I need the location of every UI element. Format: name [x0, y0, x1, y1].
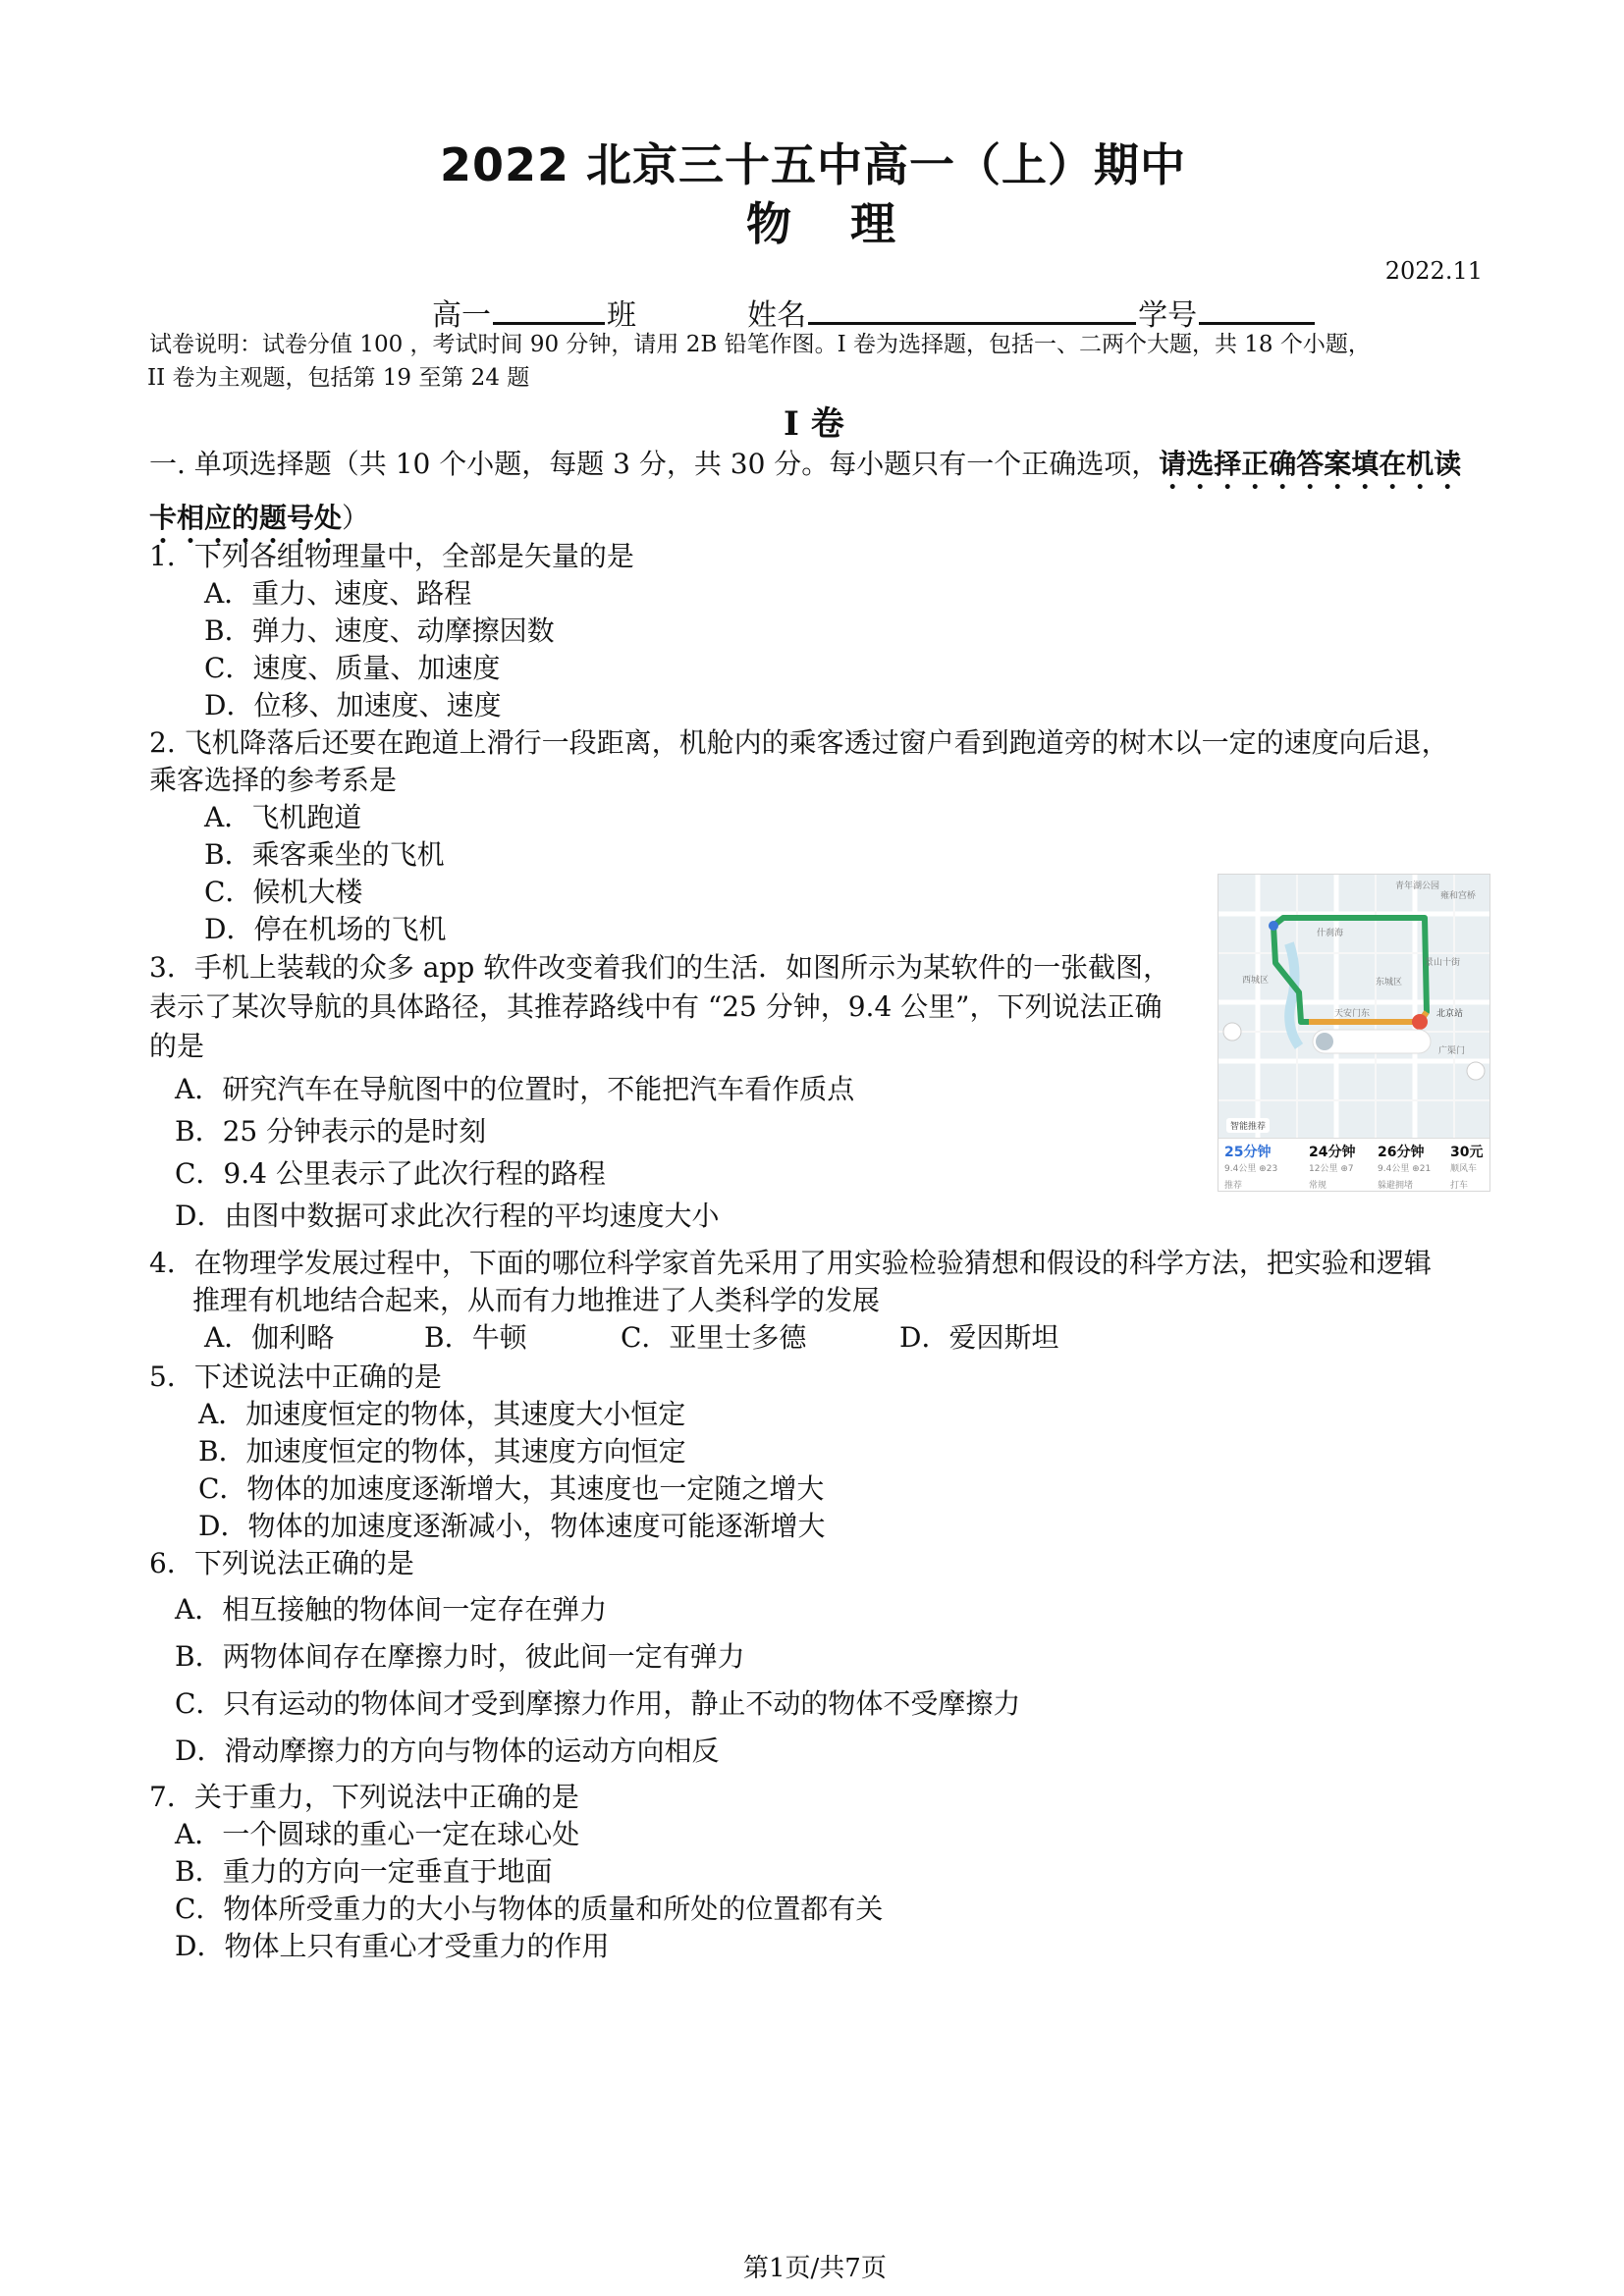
route-sub: 推荐 — [1224, 1181, 1243, 1191]
navigation-map-image — [1218, 874, 1490, 1192]
route-sub: 常规 — [1309, 1181, 1327, 1191]
option: A．伽利略 — [204, 1321, 335, 1354]
option: D．爱因斯坦 — [899, 1321, 1059, 1354]
name-blank[interactable] — [808, 296, 1136, 325]
smart-recommend-tag[interactable]: 智能推荐 — [1226, 1118, 1270, 1133]
option: A．飞机跑道 — [204, 801, 362, 833]
map-label: 天安门东 — [1334, 1009, 1371, 1019]
option: A．研究汽车在导航图中的位置时，不能把汽车看作质点 — [175, 1073, 855, 1105]
option-row — [149, 1319, 1432, 1357]
route-option[interactable] — [1378, 1145, 1431, 1192]
exam-date: 2022.11 — [1384, 257, 1483, 285]
section-heading — [149, 442, 1485, 550]
map-label: 广渠门 — [1438, 1046, 1466, 1056]
map-label: 北京站 — [1436, 1009, 1464, 1019]
option: D．由图中数据可求此次行程的平均速度大小 — [175, 1200, 720, 1232]
option: B．两物体间存在摩擦力时，彼此间一定有弹力 — [175, 1640, 745, 1673]
class-prefix-label: 高一 — [432, 298, 491, 333]
section-heading-emphasis: 请选择正确答案填在机读卡相应的题号处 — [149, 448, 1462, 534]
question-stem: 5．下述说法中正确的是 — [149, 1361, 442, 1393]
question-stem: 6．下列说法正确的是 — [149, 1547, 414, 1579]
option: C．亚里士多德 — [621, 1321, 807, 1354]
question-6 — [149, 1545, 1020, 1775]
map-label: 雍和宫桥 — [1440, 891, 1477, 901]
map-label: 什刹海 — [1317, 929, 1344, 938]
option: C．只有运动的物体间才受到摩擦力作用，静止不动的物体不受摩擦力 — [175, 1687, 1021, 1720]
option: B．加速度恒定的物体，其速度方向恒定 — [198, 1435, 686, 1468]
route-detail: 12公里 ⊕7 — [1309, 1164, 1354, 1174]
option: D．物体上只有重心才受重力的作用 — [175, 1930, 610, 1962]
question-stem: 2. 飞机降落后还要在跑道上滑行一段距离，机舱内的乘客透过窗户看到跑道旁的树木以一定的速度向后退， — [149, 726, 1449, 759]
section-heading-text: 一. 单项选择题（共 10 个小题，每题 3 分，共 30 分。每小题只有一个正确选项， — [149, 448, 1160, 480]
option: C．候机大楼 — [204, 876, 363, 908]
option: C．9.4 公里表示了此次行程的路程 — [175, 1157, 606, 1190]
option: C．速度、质量、加速度 — [204, 652, 501, 684]
question-stem: 7．关于重力，下列说法中正确的是 — [149, 1781, 579, 1813]
option: D．物体的加速度逐渐减小，物体速度可能逐渐增大 — [198, 1510, 826, 1542]
instructions-line: II 卷为主观题，包括第 19 至第 24 题 — [147, 365, 530, 391]
instructions-line: 试卷说明：试卷分值 100 ，考试时间 90 分钟，请用 2B 铅笔作图。I 卷为选择题，包括一、二两个大题，共 18 个小题， — [149, 332, 1371, 357]
option: D．停在机场的飞机 — [204, 913, 447, 945]
map-label: 西城区 — [1242, 976, 1270, 986]
student-id-label: 学号 — [1138, 298, 1198, 333]
option: B．牛顿 — [424, 1321, 527, 1354]
student-id-blank[interactable] — [1199, 296, 1315, 325]
route-detail: 9.4公里 ⊕21 — [1378, 1164, 1432, 1174]
option: A．重力、速度、路程 — [204, 577, 472, 610]
option: C．物体所受重力的大小与物体的质量和所处的位置都有关 — [175, 1893, 884, 1925]
route-detail: 9.4公里 ⊕23 — [1224, 1164, 1278, 1174]
route-option[interactable] — [1450, 1145, 1483, 1192]
subject-title — [717, 188, 925, 253]
question-3 — [149, 948, 1170, 1237]
map-label: 东城区 — [1376, 978, 1403, 988]
name-label: 姓名 — [747, 298, 807, 333]
route-time: 30元 — [1450, 1145, 1484, 1160]
question-stem: 4．在物理学发展过程中，下面的哪位科学家首先采用了用实验检验猜想和假设的科学方法，把实验和逻辑 — [149, 1247, 1432, 1279]
option: D．滑动摩擦力的方向与物体的运动方向相反 — [175, 1735, 720, 1767]
question-stem: 表示了某次导航的具体路径，其推荐路线中有 “25 分钟，9.4 公里”，下列说法正确 — [149, 990, 1163, 1023]
volume-title: I 卷 — [784, 404, 844, 444]
option: A．一个圆球的重心一定在球心处 — [175, 1818, 580, 1850]
option: B．25 分钟表示的是时刻 — [175, 1115, 487, 1148]
route-sub: 躲避拥堵 — [1378, 1181, 1414, 1191]
option: B．乘客乘坐的飞机 — [204, 838, 445, 871]
subject-char: 物 — [746, 197, 791, 250]
route-options — [1218, 1138, 1489, 1192]
route-detail: 顺风车 — [1450, 1164, 1478, 1174]
route-sub: 打车 — [1450, 1181, 1469, 1191]
route-option[interactable] — [1224, 1145, 1277, 1192]
question-7 — [149, 1779, 883, 1965]
option: C．物体的加速度逐渐增大，其速度也一定随之增大 — [198, 1472, 825, 1505]
exam-instructions — [149, 328, 1485, 395]
question-5 — [149, 1359, 825, 1545]
question-stem: 1．下列各组物理量中，全部是矢量的是 — [149, 540, 634, 572]
map-label: 青年湖公园 — [1395, 881, 1440, 891]
question-stem: 推理有机地结合起来，从而有力地推进了人类科学的发展 — [192, 1284, 881, 1316]
map-label: 景山十街 — [1425, 958, 1461, 968]
question-stem: 的是 — [149, 1030, 205, 1062]
route-time: 24分钟 — [1309, 1145, 1356, 1160]
class-suffix-label: 班 — [607, 298, 636, 333]
question-stem: 3．手机上装载的众多 app 软件改变着我们的生活．如图所示为某软件的一张截图， — [149, 951, 1171, 984]
route-option[interactable] — [1309, 1145, 1355, 1192]
option: B．弹力、速度、动摩擦因数 — [204, 614, 555, 647]
option: D．位移、加速度、速度 — [204, 689, 502, 721]
route-time: 25分钟 — [1224, 1145, 1272, 1160]
page-number: 第1页/共7页 — [743, 2254, 887, 2283]
route-time: 26分钟 — [1378, 1145, 1425, 1160]
option: A．加速度恒定的物体，其速度大小恒定 — [198, 1398, 686, 1430]
question-stem: 乘客选择的参考系是 — [149, 764, 398, 796]
option: B．重力的方向一定垂直于地面 — [175, 1855, 553, 1888]
class-blank[interactable] — [493, 296, 605, 325]
section-heading-end: ） — [342, 502, 370, 534]
question-4 — [149, 1245, 1432, 1357]
subject-char: 理 — [850, 197, 895, 250]
option: A．相互接触的物体间一定存在弹力 — [175, 1593, 608, 1626]
question-1 — [149, 538, 634, 724]
exam-title: 2022 北京三十五中高一（上）期中 — [440, 138, 1187, 191]
